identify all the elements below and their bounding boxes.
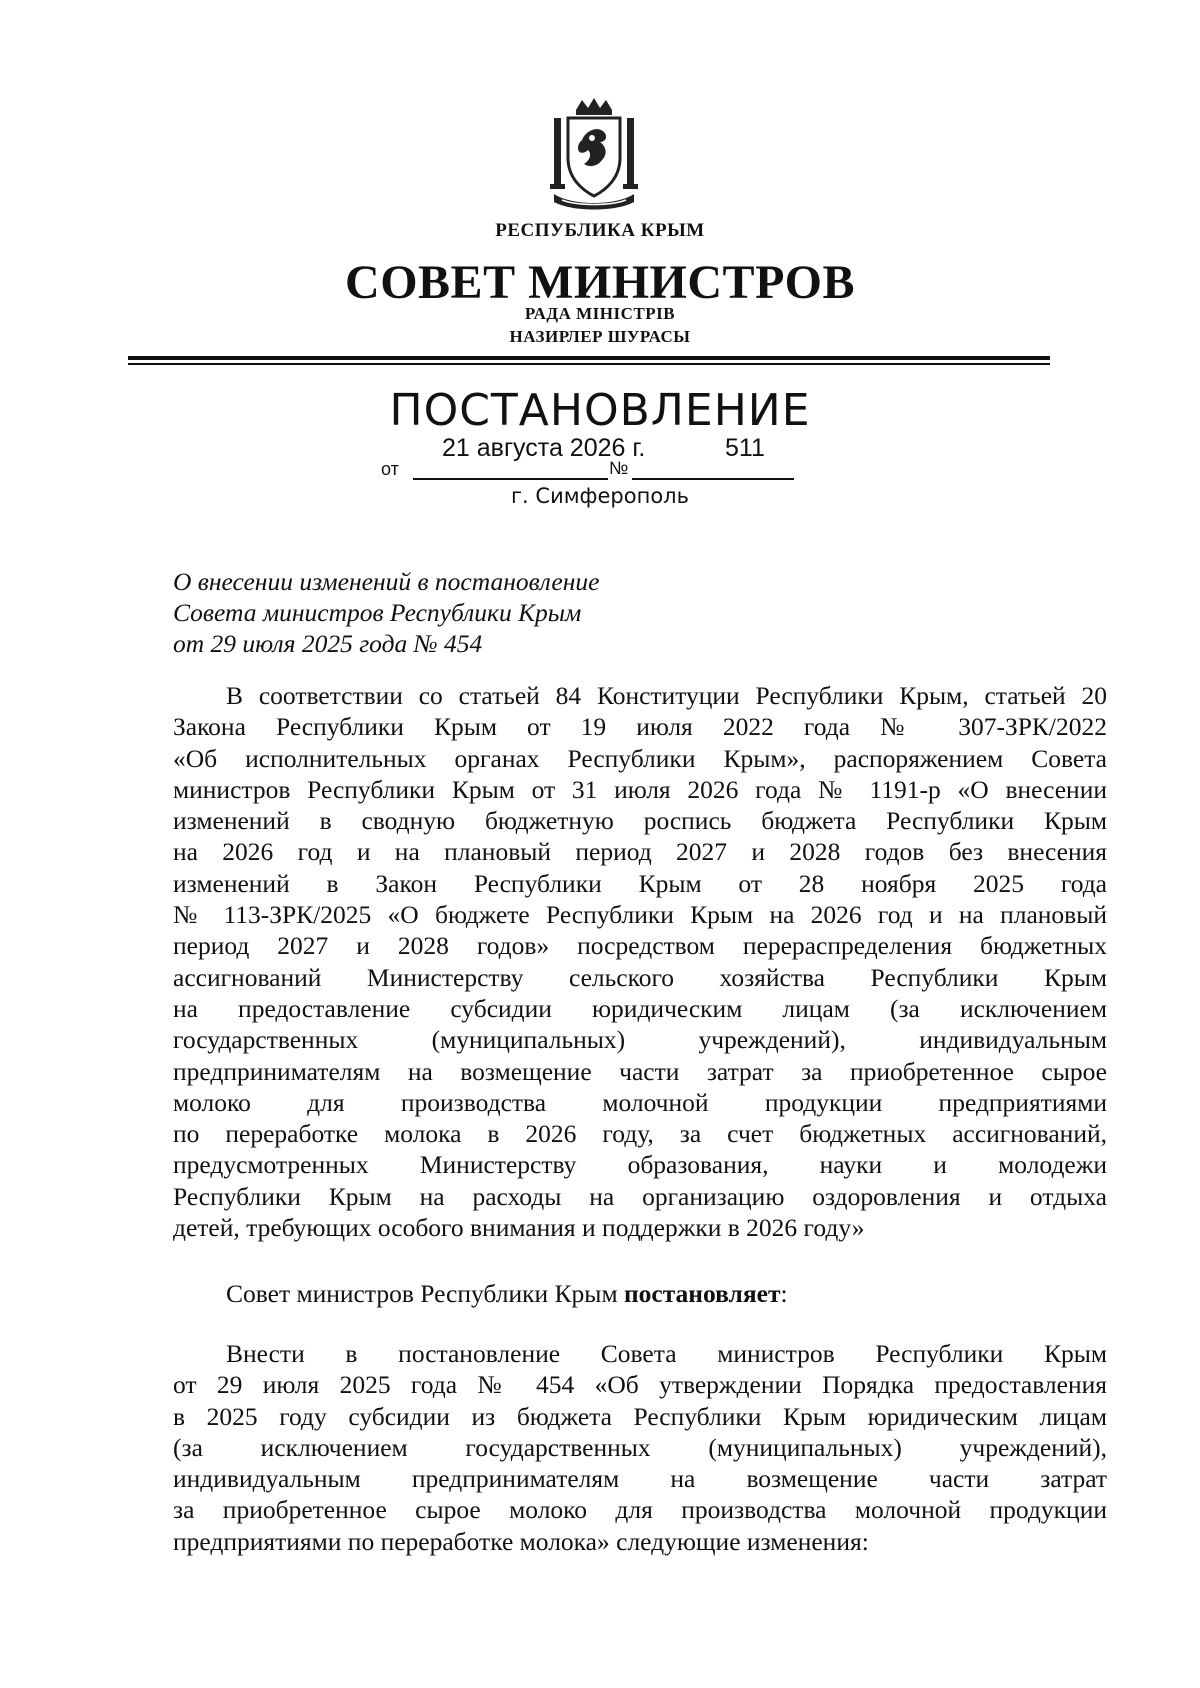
text-line: в 2025 году субсидии из бюджета Республики Крым юридическим лицам (173, 1401, 1107, 1431)
council-title: СОВЕТ МИНИСТРОВ (345, 256, 855, 309)
text-line: индивидуальным предпринимателям на возмещение части затрат (173, 1464, 1107, 1494)
text-line: на предоставление субсидии юридическим лицам (за исключением (173, 993, 1107, 1023)
text-line: по переработке молока в 2026 году, за счет бюджетных ассигнований, (173, 1119, 1107, 1149)
text-line: государственных (муниципальных) учреждений), индивидуальным (173, 1025, 1107, 1055)
text-line: за приобретенное сырое молоко для производства молочной продукции (173, 1495, 1107, 1525)
text-line: предусмотренных Министерству образования, науки и молодежи (173, 1150, 1107, 1180)
text-line: предприятиями по переработке молока» следующие изменения: (173, 1526, 869, 1556)
amendment-paragraph (173, 1338, 1107, 1557)
header-divider-thick (128, 356, 1050, 360)
subject-line: Совета министров Республики Крым (173, 598, 582, 627)
decree-prefix: Совет министров Республики Крым (226, 1279, 624, 1308)
number-underline (632, 478, 794, 480)
document-type: ПОСТАНОВЛЕНИЕ (389, 385, 811, 436)
text-line: Внести в постановление Совета министров Республики Крым (226, 1339, 1107, 1368)
council-title-crimean-tatar: НАЗИРЛЕР ШУРАСЫ (509, 327, 691, 346)
text-line: Республики Крым на расходы на организацию оздоровления и отдыха (173, 1181, 1107, 1211)
republic-name: РЕСПУБЛИКА КРЫМ (495, 220, 705, 241)
text-line: «Об исполнительных органах Республики Крым», распоряжением Совета (173, 743, 1107, 773)
number-sign: № (609, 458, 629, 478)
subject-line: О внесении изменений в постановление (173, 567, 600, 596)
document-number: 511 (725, 434, 765, 462)
text-line: на 2026 год и на плановый период 2027 и 2028 годов без внесения (173, 837, 1107, 867)
date-prefix: от (381, 459, 399, 479)
date-underline (413, 478, 608, 480)
document-city: г. Симферополь (511, 484, 689, 508)
text-line: изменений в Закон Республики Крым от 28 ноября 2025 года (173, 868, 1107, 898)
subject-line: от 29 июля 2025 года № 454 (173, 629, 483, 658)
text-line: министров Республики Крым от 31 июля 2026 года № 1191-р «О внесении (173, 774, 1107, 804)
decree-verb: постановляет (623, 1279, 781, 1308)
text-line: (за исключением государственных (муниципальных) учреждений), (173, 1432, 1107, 1462)
text-line: Закона Республики Крым от 19 июля 2022 года № 307-ЗРК/2022 (173, 712, 1107, 742)
decree-line (173, 1278, 1107, 1309)
crimea-coat-of-arms-icon (532, 96, 656, 214)
text-line: детей, требующих особого внимания и поддержки в 2026 году» (173, 1213, 865, 1243)
document-subject (173, 566, 599, 659)
text-line: № 113-ЗРК/2025 «О бюджете Республики Крым на 2026 год и на плановый (173, 900, 1107, 930)
decree-suffix: : (780, 1279, 788, 1308)
text-line: молоко для производства молочной продукции предприятиями (173, 1087, 1107, 1117)
text-line: предпринимателям на возмещение части затрат за приобретенное сырое (173, 1056, 1107, 1086)
text-line: ассигнований Министерству сельского хозяйства Республики Крым (173, 962, 1107, 992)
header-divider-thin (128, 363, 1050, 365)
text-line: изменений в сводную бюджетную роспись бюджета Республики Крым (173, 806, 1107, 836)
text-line: от 29 июля 2025 года № 454 «Об утверждении Порядка предоставления (173, 1370, 1107, 1400)
document-date: 21 августа 2026 г. (442, 434, 646, 462)
text-line: В соответствии со статьей 84 Конституции Республики Крым, статьей 20 (226, 681, 1107, 710)
council-title-ukrainian: РАДА МІНІСТРІВ (524, 304, 676, 323)
preamble-paragraph (173, 680, 1107, 1243)
text-line: период 2027 и 2028 годов» посредством перераспределения бюджетных (173, 931, 1107, 961)
